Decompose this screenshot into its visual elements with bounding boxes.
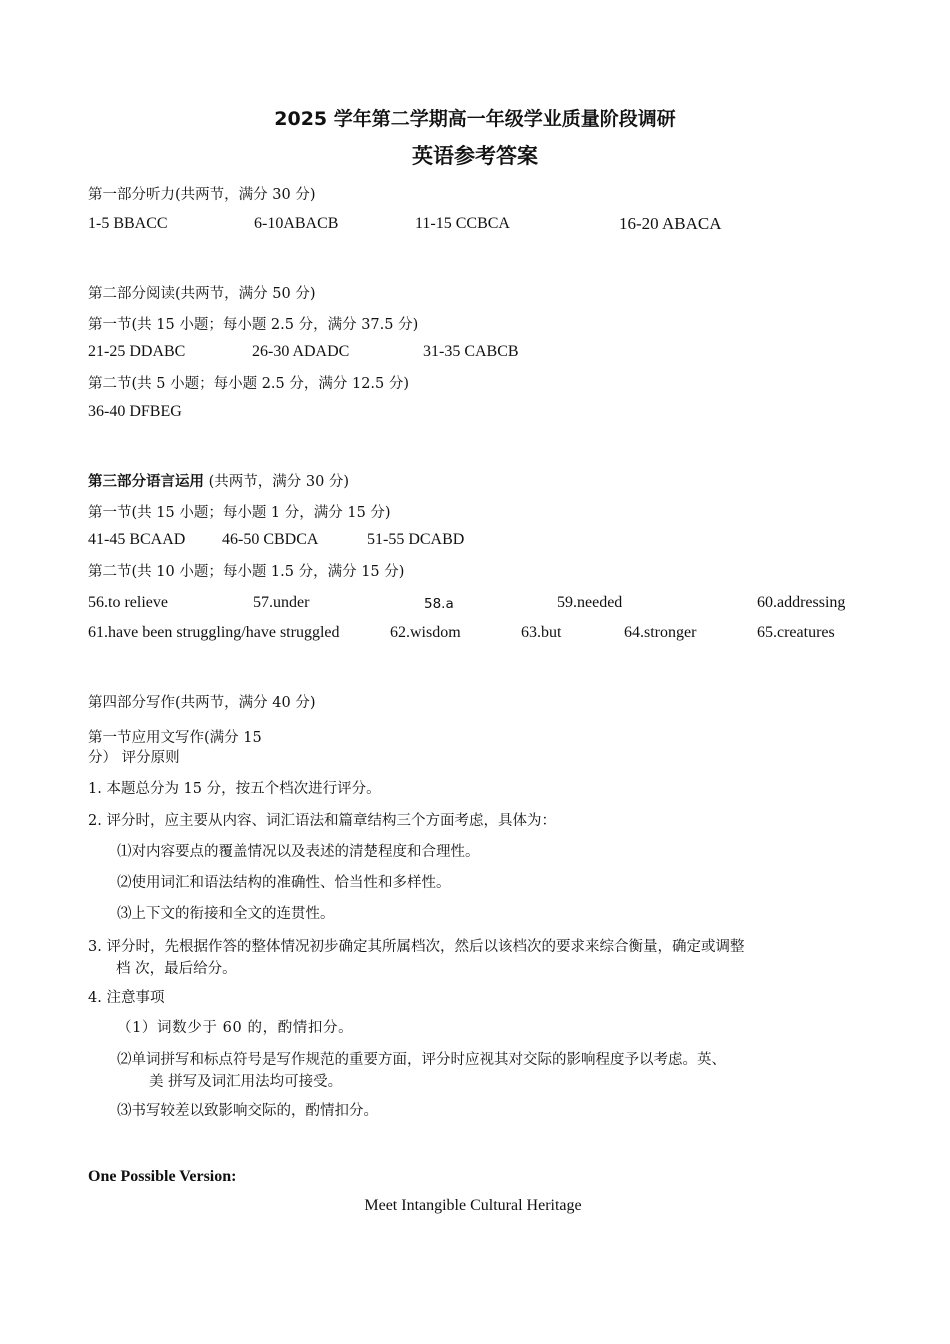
rule-3-line2: 档 次，最后给分。 [116, 961, 237, 977]
part1-answer-4: 16-20 ABACA [619, 214, 722, 233]
sample-label: One Possible Version: [88, 1168, 237, 1185]
part3-answer-3: 51-55 DCABD [367, 531, 465, 548]
rule-2-item-1: ⑴对内容要点的覆盖情况以及表述的清楚程度和合理性。 [117, 844, 480, 860]
part4-heading: 第四部分写作(共两节，满分 40 分) [88, 695, 316, 711]
part3-answer-1: 41-45 BCAAD [88, 531, 186, 548]
part2-section2-heading: 第二节(共 5 小题；每小题 2.5 分，满分 12.5 分) [88, 376, 410, 392]
sample-essay-title: Meet Intangible Cultural Heritage [364, 1197, 582, 1214]
part2-answer-2: 26-30 ADADC [252, 343, 350, 360]
part4-section1-line1: 第一节应用文写作(满分 15 [88, 730, 262, 746]
part1-answer-1: 1-5 BBACC [88, 215, 168, 232]
part4-section1-line2: 分） 评分原则 [88, 750, 180, 766]
answer-59: 59.needed [557, 594, 623, 611]
rule-4-item-2-line1: ⑵单词拼写和标点符号是写作规范的重要方面，评分时应视其对交际的影响程度予以考虑。英、 [117, 1052, 726, 1068]
part3-heading-bold: 第三部分语言运用 [88, 474, 204, 490]
rule-4-item-2-line2: 美 拼写及词汇用法均可接受。 [149, 1074, 343, 1090]
part2-answer-3: 31-35 CABCB [423, 343, 519, 360]
part1-heading: 第一部分听力(共两节，满分 30 分) [88, 187, 316, 203]
part3-section1-heading: 第一节(共 15 小题；每小题 1 分，满分 15 分) [88, 505, 391, 521]
answer-58: 58.a [424, 596, 454, 612]
part2-heading: 第二部分阅读(共两节，满分 50 分) [88, 286, 316, 302]
answer-60: 60.addressing [757, 594, 846, 611]
part2-answer-4: 36-40 DFBEG [88, 403, 182, 420]
part1-answer-2: 6-10ABACB [254, 215, 339, 232]
answer-62: 62.wisdom [390, 624, 461, 641]
answer-56: 56.to relieve [88, 594, 168, 611]
part3-heading [88, 470, 349, 491]
part1-answer-3: 11-15 CCBCA [415, 215, 510, 232]
rule-2-item-3: ⑶上下文的衔接和全文的连贯性。 [117, 906, 335, 922]
answer-61: 61.have been struggling/have struggled [88, 624, 340, 641]
rule-2-item-2: ⑵使用词汇和语法结构的准确性、恰当性和多样性。 [117, 875, 451, 891]
rule-3-line1: 3. 评分时，先根据作答的整体情况初步确定其所属档次，然后以该档次的要求来综合衡量，确定或调整 [88, 939, 745, 955]
rule-4-item-1: （1）词数少于 60 的，酌情扣分。 [117, 1020, 354, 1036]
part2-answer-1: 21-25 DDABC [88, 343, 186, 360]
answer-64: 64.stronger [624, 624, 697, 641]
answer-57: 57.under [253, 594, 310, 611]
answer-65: 65.creatures [757, 624, 835, 641]
part3-section2-heading: 第二节(共 10 小题；每小题 1.5 分，满分 15 分) [88, 564, 405, 580]
part2-section1-heading: 第一节(共 15 小题；每小题 2.5 分，满分 37.5 分) [88, 317, 419, 333]
rule-1: 1. 本题总分为 15 分，按五个档次进行评分。 [88, 781, 381, 797]
rule-4-item-3: ⑶书写较差以致影响交际的，酌情扣分。 [117, 1103, 378, 1119]
page-subtitle: 英语参考答案 [412, 144, 538, 168]
rule-4: 4. 注意事项 [88, 990, 165, 1006]
answer-63: 63.but [521, 624, 562, 641]
part3-answer-2: 46-50 CBDCA [222, 531, 319, 548]
page-title: 2025 学年第二学期高一年级学业质量阶段调研 [274, 108, 676, 130]
part3-heading-rest: (共两节，满分 30 分) [204, 474, 350, 490]
rule-2: 2. 评分时，应主要从内容、词汇语法和篇章结构三个方面考虑，具体为： [88, 813, 556, 829]
